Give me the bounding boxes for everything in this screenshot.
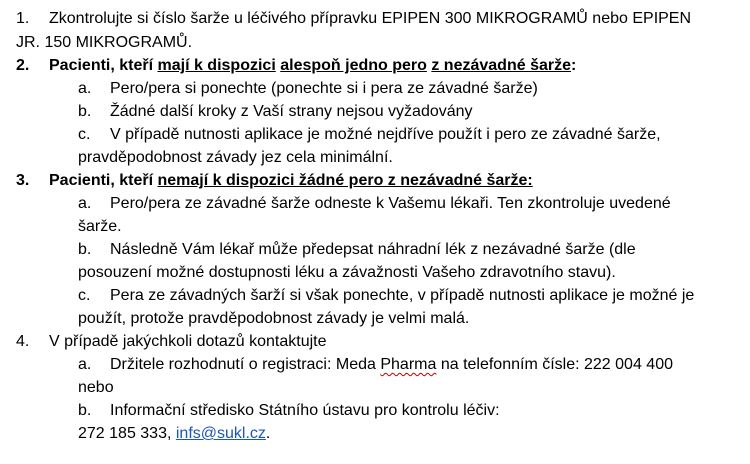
item-4-number: 4. xyxy=(16,333,30,350)
item-3c-text-cont: použít, protože pravděpodobnost závady je velmi malá. xyxy=(78,310,470,327)
item-2b-letter: b. xyxy=(78,103,92,120)
item-4a-text: Držitele rozhodnutí o registraci: Meda Pharma na telefonním čísle: 222 004 400 xyxy=(110,356,673,373)
item-2a-text: Pero/pera si ponechte (ponechte si i pera ze závadné šarže) xyxy=(110,80,538,97)
item-2c-text-cont: pravděpodobnost závady jez cela minimální. xyxy=(78,149,393,166)
spellcheck-word: Pharma xyxy=(380,356,437,373)
item-2b-text: Žádné další kroky z Vaší strany nejsou vyžadovány xyxy=(110,103,473,120)
item-4a-text-cont: nebo xyxy=(78,379,114,396)
phone-number: 272 185 333, xyxy=(78,425,176,442)
item-4b-contact: 272 185 333, infs@sukl.cz. xyxy=(78,425,271,442)
item-3b-text-cont: posouzení možné dostupnosti léku a závažnosti Vašeho zdravotního stavu). xyxy=(78,264,616,281)
item-4b-letter: b. xyxy=(78,402,92,419)
item-3c-text: Pera ze závadných šarží si však ponechte, v případě nutnosti aplikace je možné je xyxy=(110,287,695,304)
item-2a-letter: a. xyxy=(78,80,92,97)
item-4-heading-text: V případě jakýchkoli dotazů kontaktujte xyxy=(49,333,327,350)
item-3b-text: Následně Vám lékař může předepsat náhradní lék z nezávadné šarže (dle xyxy=(110,241,636,258)
item-2c-text: V případě nutnosti aplikace je možné nejdříve použít i pero ze závadné šarže, xyxy=(110,126,661,143)
item-3a-letter: a. xyxy=(78,195,92,212)
item-1-text-cont: JR. 150 MIKROGRAMŮ. xyxy=(16,34,193,51)
item-1-text: Zkontrolujte si číslo šarže u léčivého přípravku EPIPEN 300 MIKROGRAMŮ nebo EPIPEN xyxy=(49,10,692,27)
item-3c-letter: c. xyxy=(78,287,91,304)
item-3-number: 3. xyxy=(16,172,30,189)
item-4b-text: Informační středisko Státního ústavu pro kontrolu léčiv: xyxy=(110,402,500,419)
item-3b-letter: b. xyxy=(78,241,92,258)
item-1-number: 1. xyxy=(16,10,30,27)
item-2c-letter: c. xyxy=(78,126,91,143)
item-3a-text: Pero/pera ze závadné šarže odneste k Vašemu lékaři. Ten zkontroluje uvedené xyxy=(110,195,671,212)
email-link[interactable]: infs@sukl.cz xyxy=(175,425,266,442)
item-2-heading-text: Pacienti, kteří mají k dispozici alespoň jedno pero z nezávadné šarže: xyxy=(49,57,577,74)
item-2-number: 2. xyxy=(16,57,30,74)
item-3-heading-text: Pacienti, kteří nemají k dispozici žádné pero z nezávadné šarže: xyxy=(49,172,533,189)
item-4a-letter: a. xyxy=(78,356,92,373)
item-3a-text-cont: šarže. xyxy=(78,218,122,235)
